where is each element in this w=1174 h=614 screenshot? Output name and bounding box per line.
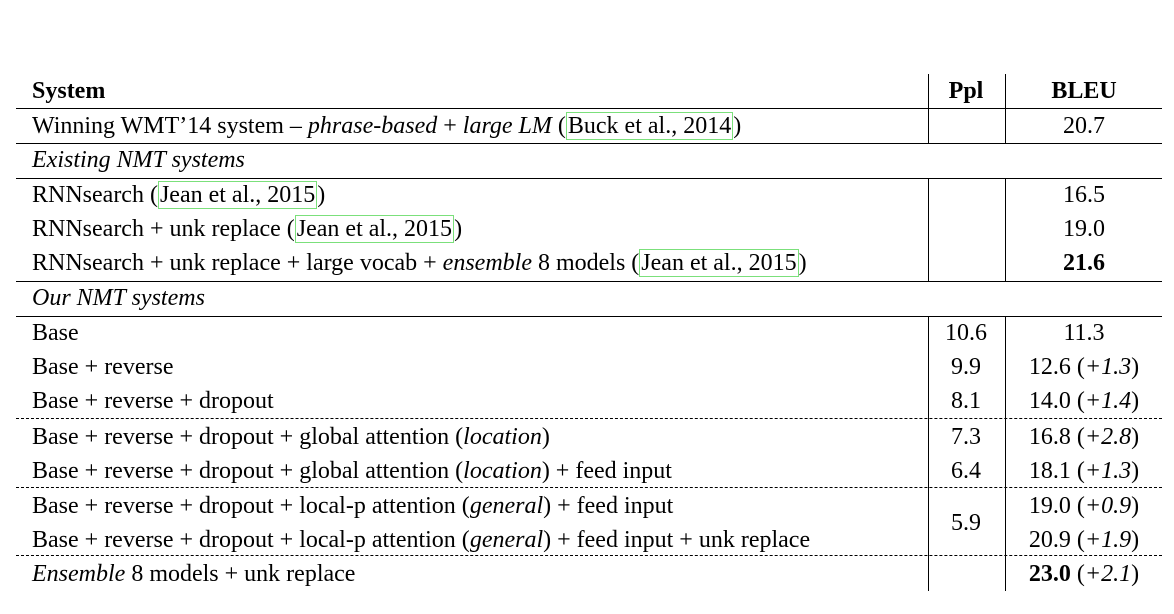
dashed-rule: [16, 487, 1162, 488]
system-text: ): [798, 250, 807, 276]
system-text: RNNsearch (: [32, 182, 158, 208]
bleu-cell: 16.8 (+2.8): [1028, 424, 1140, 450]
col-header-bleu: BLEU: [1051, 78, 1117, 104]
bleu-cell: 19.0 (+0.9): [1028, 493, 1140, 519]
system-text: ) + feed input: [543, 493, 674, 519]
system-italic: phrase-based: [307, 113, 438, 139]
system-text: ): [454, 216, 463, 242]
system-text: 8 models + unk replace: [125, 561, 356, 587]
system-text: Base + reverse + dropout + global attention (: [32, 424, 464, 450]
bleu-value: 14.0: [1028, 388, 1071, 414]
system-text: +: [437, 113, 463, 139]
system-cell: Base + reverse + dropout: [32, 388, 274, 414]
bleu-cell: 20.9 (+1.9): [1028, 527, 1140, 553]
system-text: Base + reverse + dropout + local-p attention (: [32, 527, 470, 553]
bleu-delta: +0.9: [1084, 493, 1132, 519]
ppl-cell: 7.3: [951, 424, 981, 450]
system-cell: [32, 557, 355, 591]
ppl-cell: 10.6: [945, 320, 987, 346]
system-text: Winning WMT’14 system –: [32, 113, 308, 139]
system-text: RNNsearch + unk replace + large vocab +: [32, 250, 443, 276]
system-cell: Base: [32, 320, 79, 346]
ppl-cell: 8.1: [951, 388, 981, 414]
table-row: [16, 212, 1162, 246]
bleu-value: 12.6: [1028, 354, 1071, 380]
system-italic: general: [469, 493, 544, 519]
bleu-value: 16.8: [1028, 424, 1071, 450]
bleu-delta: +1.9: [1084, 527, 1132, 553]
column-divider: [1005, 316, 1006, 591]
system-italic: general: [469, 527, 544, 553]
rule: [16, 143, 1162, 144]
system-italic: location: [463, 458, 542, 484]
system-text: ): [733, 113, 742, 139]
system-italic: ensemble: [442, 250, 532, 276]
table-row: [16, 420, 1162, 454]
bleu-value: 20.9: [1028, 527, 1071, 553]
section-title-text: Our NMT systems: [32, 285, 205, 311]
citation-link[interactable]: Jean et al., 2015: [296, 216, 453, 242]
bleu-value: 19.0: [1028, 493, 1071, 519]
system-cell: [32, 489, 673, 523]
bleu-cell: 16.5: [1063, 182, 1105, 208]
system-cell: [32, 523, 810, 557]
system-cell: [32, 109, 741, 143]
bleu-delta: +1.3: [1084, 458, 1132, 484]
ppl-cell: 9.9: [951, 354, 981, 380]
bleu-cell: 19.0: [1063, 216, 1105, 242]
system-text: ): [541, 424, 550, 450]
rule: [16, 178, 1162, 179]
citation-link[interactable]: Jean et al., 2015: [641, 250, 797, 276]
bleu-cell: 14.0 (+1.4): [1028, 388, 1140, 414]
system-text: Base + reverse + dropout + global attention (: [32, 458, 464, 484]
ppl-cell-merged: 5.9: [951, 510, 981, 536]
table-row: [16, 384, 1162, 418]
bleu-value-best: 23.0: [1028, 561, 1071, 587]
citation-link[interactable]: Buck et al., 2014: [567, 113, 732, 139]
dashed-rule: [16, 555, 1162, 556]
table-row: [16, 316, 1162, 350]
system-cell: [32, 178, 325, 212]
system-text: Base + reverse + dropout + local-p attention (: [32, 493, 470, 519]
system-italic: Ensemble: [32, 561, 126, 587]
bleu-cell: 12.6 (+1.3): [1028, 354, 1140, 380]
bleu-delta: +2.8: [1084, 424, 1132, 450]
column-divider: [1005, 74, 1006, 143]
system-text: ) + feed input + unk replace: [543, 527, 811, 553]
bleu-delta: +1.4: [1084, 388, 1132, 414]
system-italic: large LM: [462, 113, 552, 139]
system-italic: location: [463, 424, 542, 450]
bleu-cell-best: 21.6: [1063, 250, 1105, 276]
table-row: [16, 178, 1162, 212]
bleu-cell: 23.0 (+2.1): [1028, 561, 1140, 587]
column-divider: [928, 74, 929, 143]
rule-header: [16, 108, 1162, 109]
ppl-cell: 6.4: [951, 458, 981, 484]
dashed-rule: [16, 418, 1162, 419]
rule: [16, 316, 1162, 317]
section-title-text: Existing NMT systems: [32, 147, 245, 173]
system-cell: [32, 454, 672, 488]
table-row: [16, 454, 1162, 488]
system-text: ): [317, 182, 326, 208]
rule: [16, 281, 1162, 282]
system-text: ) + feed input: [541, 458, 672, 484]
system-text: 8 models (: [531, 250, 640, 276]
bleu-value: 18.1: [1028, 458, 1071, 484]
column-divider: [928, 316, 929, 591]
table-row: [16, 350, 1162, 384]
table-row-winning: [16, 109, 1162, 143]
column-divider: [1005, 178, 1006, 281]
section-title-ours: [16, 281, 1162, 315]
system-text: (: [551, 113, 566, 139]
bleu-cell: 20.7: [1063, 113, 1105, 139]
column-divider: [928, 178, 929, 281]
bleu-delta: +2.1: [1084, 561, 1132, 587]
bleu-delta: +1.3: [1084, 354, 1132, 380]
system-cell: [32, 420, 550, 454]
table-row: [16, 246, 1162, 280]
system-cell: [32, 212, 462, 246]
bleu-cell: 11.3: [1063, 320, 1105, 346]
col-header-system: System: [32, 78, 106, 104]
header-row: [16, 74, 1162, 108]
system-cell: Base + reverse: [32, 354, 174, 380]
table-row-ensemble: [16, 557, 1162, 591]
section-title-existing: [16, 143, 1162, 177]
bleu-cell: 18.1 (+1.3): [1028, 458, 1140, 484]
system-cell: [32, 246, 807, 280]
col-header-ppl: Ppl: [948, 78, 984, 104]
citation-link[interactable]: Jean et al., 2015: [159, 182, 316, 208]
system-text: RNNsearch + unk replace (: [32, 216, 295, 242]
